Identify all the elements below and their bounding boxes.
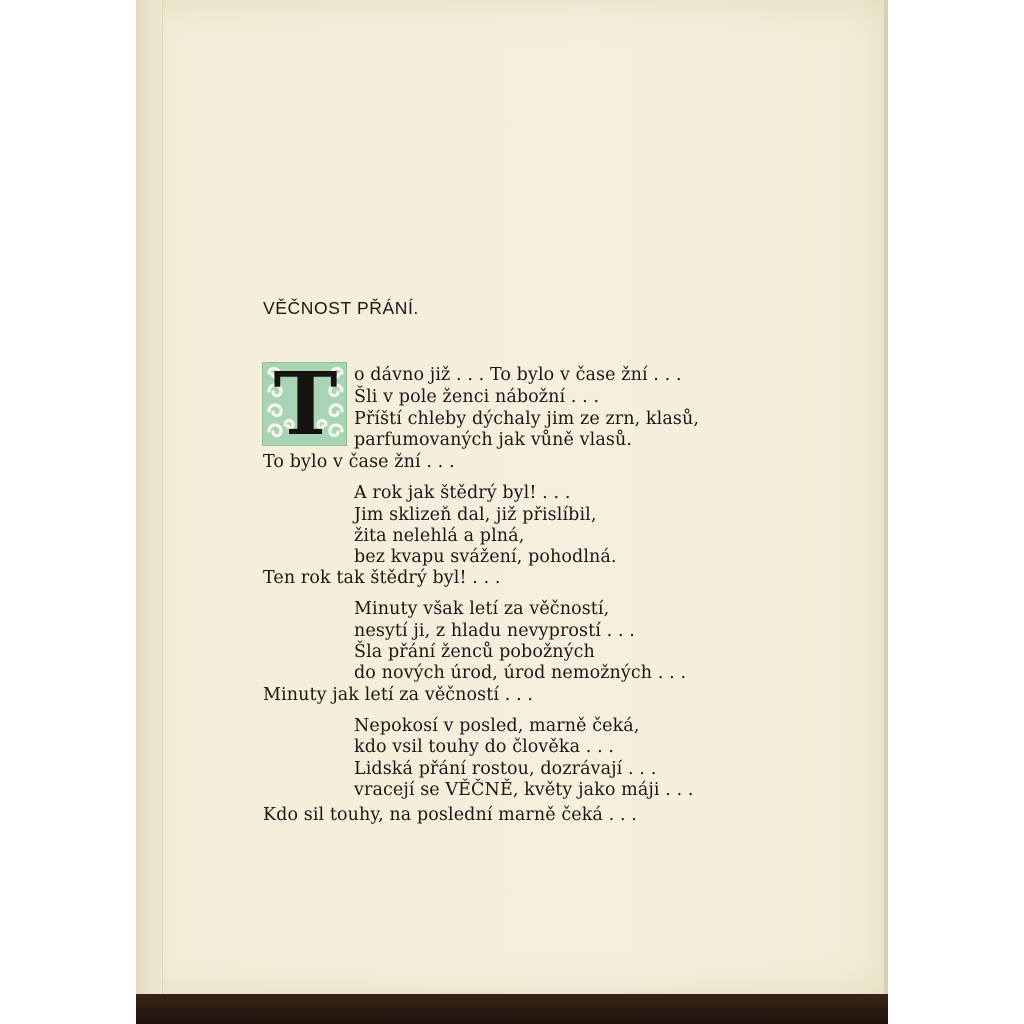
poem-line: Šla přání ženců pobožných (354, 642, 595, 662)
page-edge (884, 0, 888, 996)
poem-line: A rok jak štědrý byl! . . . (354, 483, 571, 503)
poem-refrain: Ten rok tak štědrý byl! . . . (263, 568, 501, 588)
initial-letter: T (273, 362, 338, 446)
poem-refrain: To bylo v čase žní . . . (263, 452, 455, 472)
book-binding-edge (136, 994, 888, 1024)
decorated-initial (262, 362, 347, 446)
poem-line: Jim sklizeň dal, již přislíbil, (354, 505, 597, 525)
poem-line: žita nelehlá a plná, (354, 526, 525, 546)
poem-line: bez kvapu svážení, pohodlná. (354, 547, 617, 567)
poem-title: VĚČNOST PŘÁNÍ. (263, 298, 419, 318)
poem-refrain: Minuty jak letí za věčností . . . (263, 685, 534, 705)
poem-line: Minuty však letí za věčností, (354, 599, 610, 619)
poem-line: do nových úrod, úrod nemožných . . . (354, 663, 687, 683)
poem-line: Lidská přání rostou, dozrávají . . . (354, 759, 657, 779)
poem-line: kdo vsil touhy do člověka . . . (354, 737, 615, 757)
poem-line: Šli v pole ženci nábožní . . . (354, 387, 600, 407)
poem-refrain: Kdo sil touhy, na poslední marně čeká . . . (263, 805, 637, 825)
poem-line: parfumovaných jak vůně vlasů. (354, 430, 632, 450)
poem-line: vracejí se VĚČNĚ, květy jako máji . . . (354, 780, 694, 800)
poem-line: o dávno již . . . To bylo v čase žní . . . (354, 365, 682, 385)
poem-line: Příští chleby dýchaly jim ze zrn, klasů, (354, 409, 699, 429)
poem-line: Nepokosí v posled, marně čeká, (354, 716, 640, 736)
page-gutter (136, 0, 163, 996)
poem-line: nesytí ji, z hladu nevyprostí . . . (354, 621, 635, 641)
